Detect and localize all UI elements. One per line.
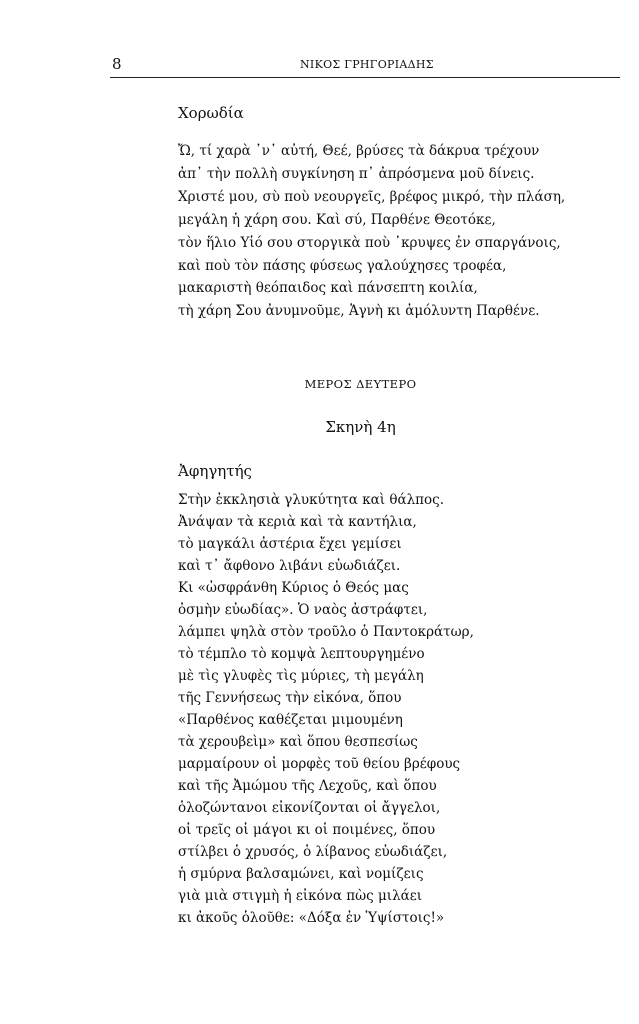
verse-line: τὰ χερουβεὶμ» καὶ ὅπου θεσπεσίως (178, 734, 418, 750)
verse-line: ὁλοζώντανοι εἰκονίζονται οἱ ἄγγελοι, (178, 800, 441, 816)
verse-line: ἡ σμύρνα βαλσαμώνει, καὶ νομίζεις (178, 866, 424, 882)
scene-heading: Σκηνὴ 4η (325, 418, 396, 436)
verse-line: τὸ τέμπλο τὸ κομψὰ λεπτουργημένο (178, 646, 425, 662)
verse-line: μὲ τὶς γλυφὲς τὶς μύριες, τὴ μεγάλη (178, 668, 424, 684)
speaker-label-chorus: Χορωδία (178, 104, 244, 122)
verse-line: γιὰ μιὰ στιγμὴ ἡ εἰκόνα πὼς μιλάει (178, 888, 423, 904)
verse-line: καὶ ποὺ τὸν πάσης φύσεως γαλούχησες τροφέα, (178, 257, 507, 274)
verse-line: τῆς Γεννήσεως τὴν εἰκόνα, ὅπου (178, 690, 402, 706)
verse-block-chorus (178, 140, 565, 323)
verse-line: ὀσμὴν εὐωδίας». Ὁ ναὸς ἀστράφτει, (178, 602, 428, 618)
verse-line: τὸν ἥλιο Υἱό σου στοργικὰ ποὺ ᾿κρυψες ἐν σπαργάνοις, (178, 234, 561, 251)
speaker-label-narrator: Ἀφηγητής (178, 462, 252, 480)
verse-line: στίλβει ὁ χρυσός, ὁ λίβανος εὐωδιάζει, (178, 844, 448, 860)
header-rule (110, 77, 620, 78)
verse-line: μαρμαίρουν οἱ μορφὲς τοῦ θείου βρέφους (178, 756, 461, 772)
running-title: ΝΙΚΟΣ ΓΡΗΓΟΡΙΑΔΗΣ (300, 58, 434, 71)
verse-line: οἱ τρεῖς οἱ μάγοι κι οἱ ποιμένες, ὅπου (178, 822, 436, 838)
verse-line: Κι «ὠσφράνθη Κύριος ὁ Θεός μας (178, 580, 409, 596)
verse-line: ἀπ᾿ τὴν πολλὴ συγκίνηση π᾿ ἀπρόσμενα μοῦ δίνεις. (178, 165, 535, 182)
verse-line: τὴ χάρη Σου ἀνυμνοῦμε, Ἁγνὴ κι ἀμόλυντη Παρθένε. (178, 303, 540, 320)
verse-line: μακαριστὴ θεόπαιδος καὶ πάνσεπτη κοιλία, (178, 280, 478, 297)
verse-line: Χριστέ μου, σὺ ποὺ νεουργεῖς, βρέφος μικρό, τὴν πλάση, (178, 188, 566, 205)
verse-line: καὶ τῆς Ἀμώμου τῆς Λεχοῦς, καὶ ὅπου (178, 778, 437, 794)
verse-line: «Παρθένος καθέζεται μιμουμένη (178, 712, 403, 728)
verse-block-narrator (178, 489, 474, 929)
verse-line: λάμπει ψηλὰ στὸν τροῦλο ὁ Παντοκράτωρ, (178, 624, 474, 640)
verse-line: τὸ μαγκάλι ἀστέρια ἔχει γεμίσει (178, 536, 402, 552)
verse-line: καὶ τ᾿ ἄφθονο λιβάνι εὐωδιάζει. (178, 558, 401, 574)
verse-line: μεγάλη ἡ χάρη σου. Καὶ σύ, Παρθένε Θεοτόκε, (178, 211, 496, 228)
verse-line: Ὤ, τί χαρὰ ᾿ν᾿ αὐτή, Θεέ, βρύσες τὰ δάκρυα τρέχουν (178, 143, 540, 159)
part-heading: ΜΕΡΟΣ ΔΕΥΤΕΡΟ (304, 377, 417, 391)
verse-line: κι ἀκοῦς ὁλοῦθε: «Δόξα ἐν Ὑψίστοις!» (178, 910, 445, 926)
page-number: 8 (112, 55, 122, 73)
verse-line: Στὴν ἐκκλησιὰ γλυκύτητα καὶ θάλπος. (178, 492, 444, 508)
verse-line: Ἀνάψαν τὰ κεριὰ καὶ τὰ καντήλια, (178, 514, 417, 530)
